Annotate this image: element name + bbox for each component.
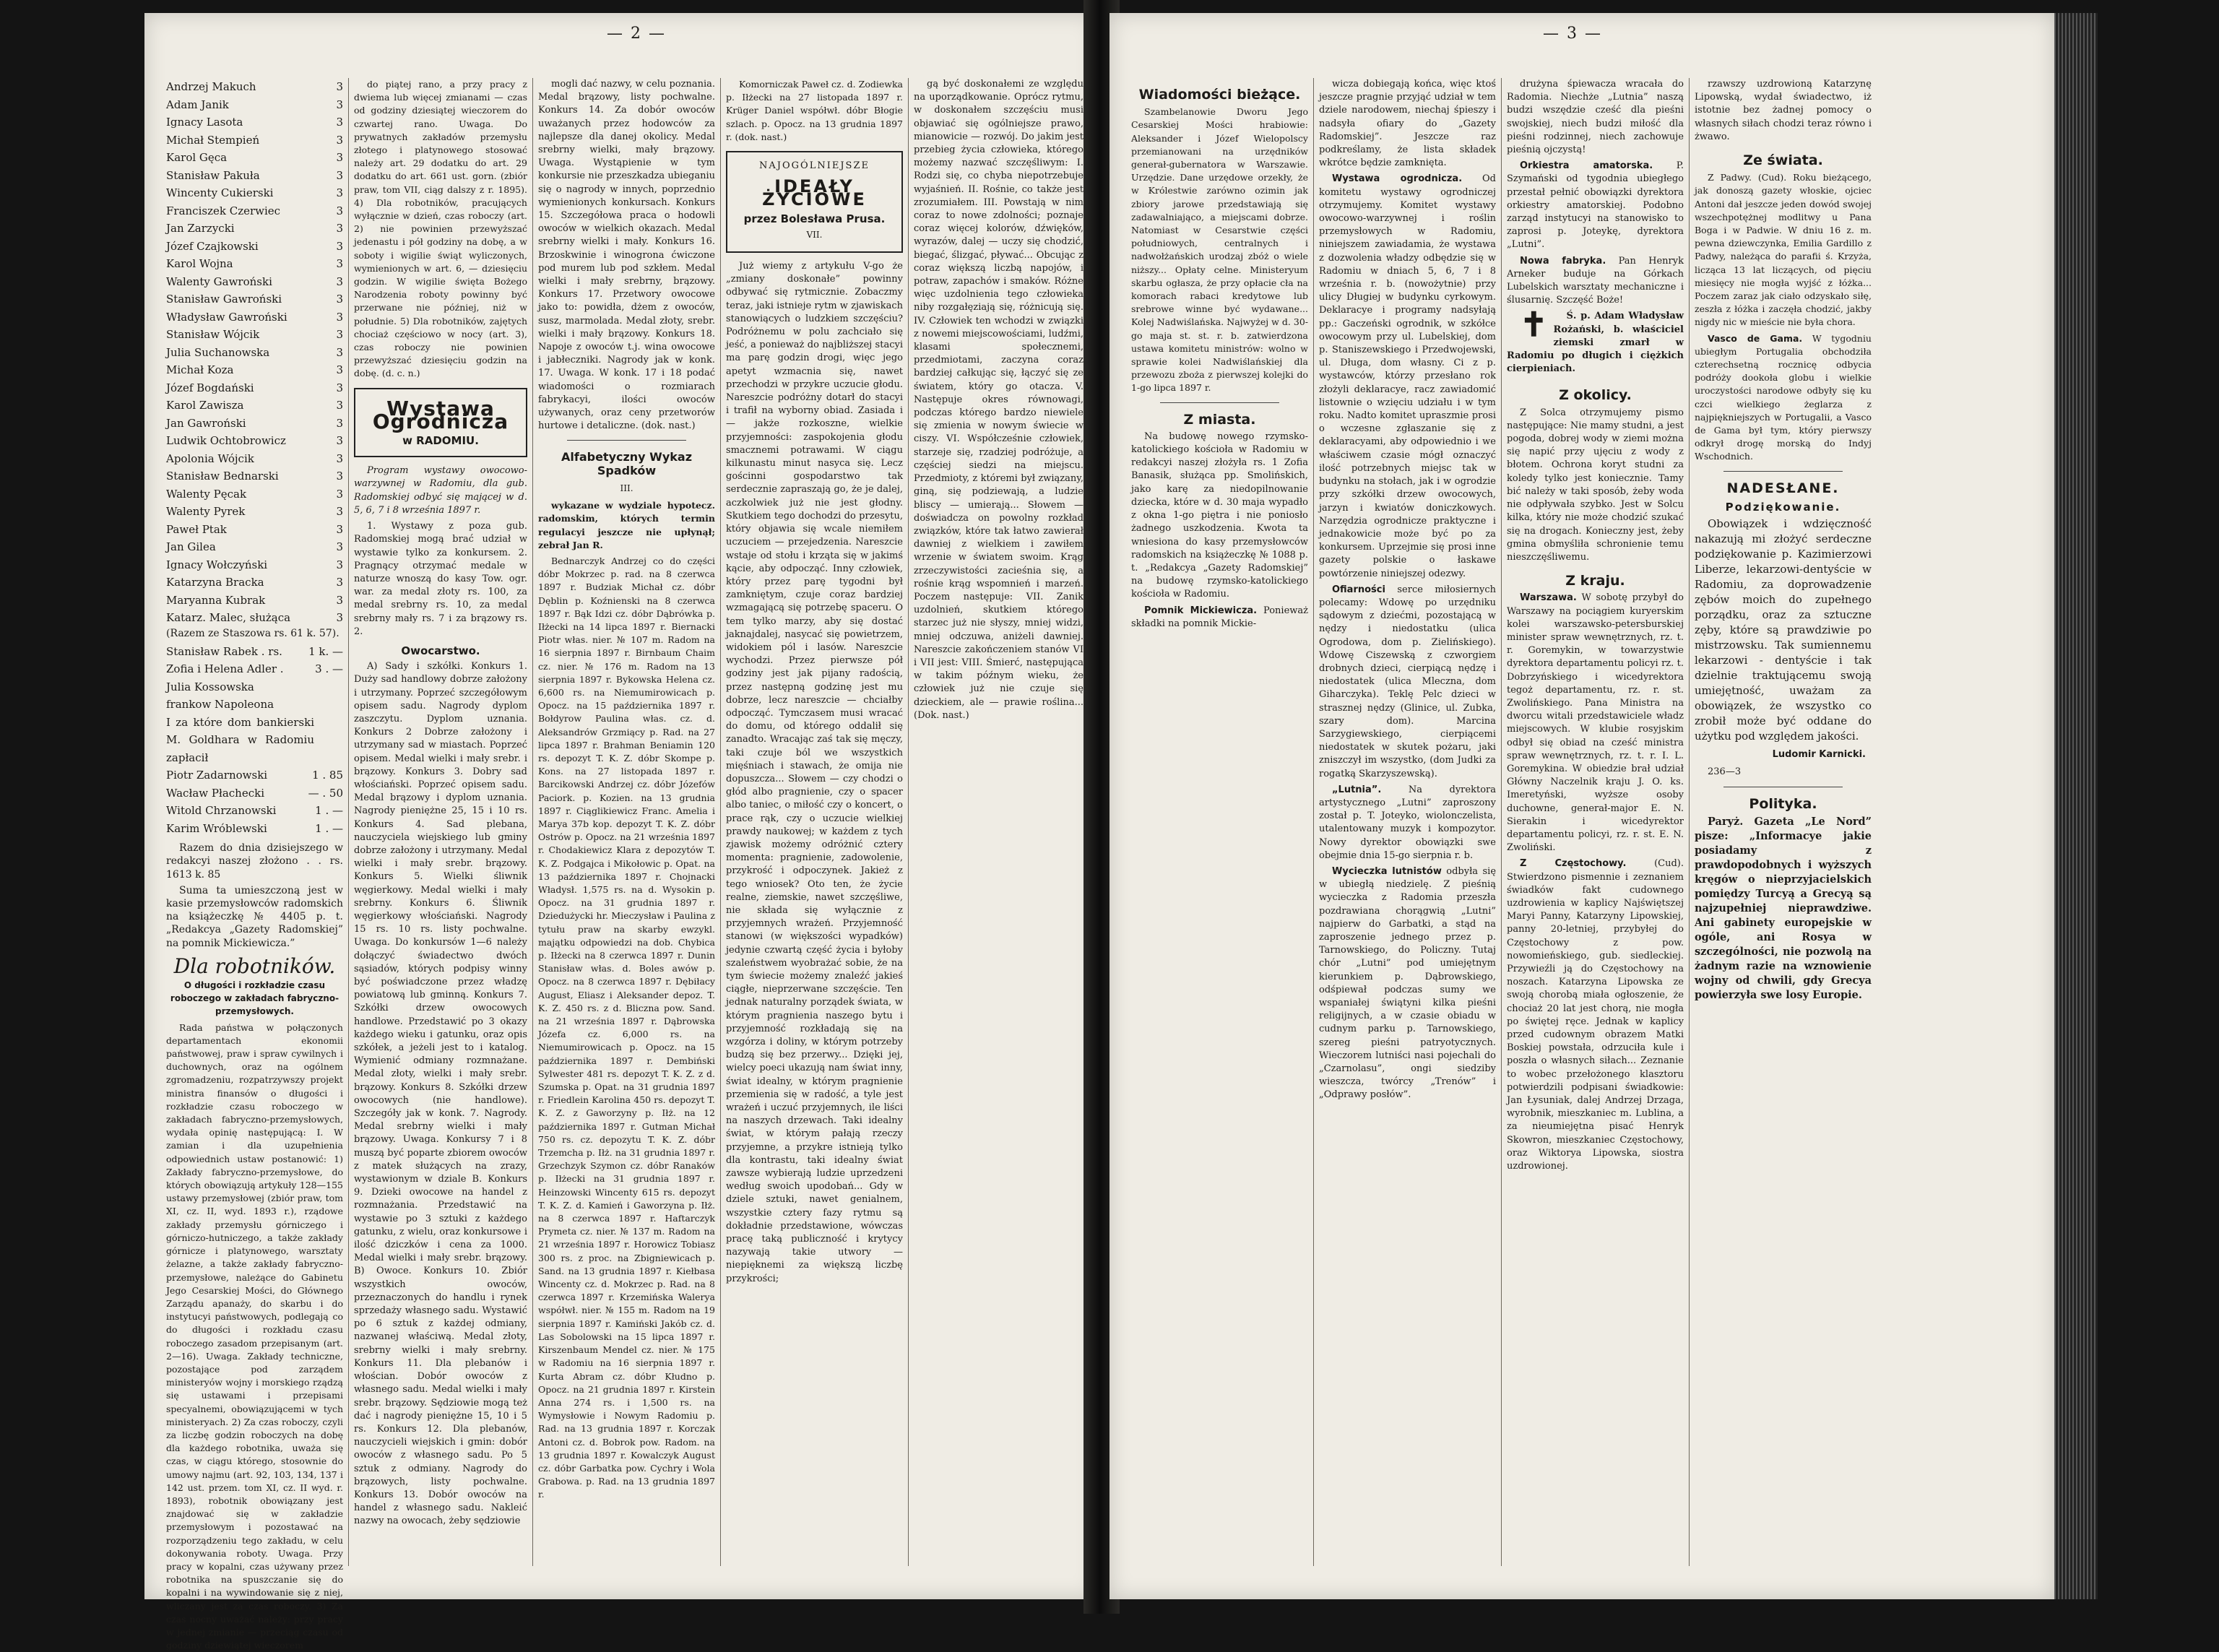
donor-name: Karim Wróblewski	[166, 821, 267, 835]
donor-name: Paweł Ptak	[166, 522, 227, 536]
donor-amount: 3	[336, 522, 343, 536]
donor-row	[166, 397, 343, 415]
donor-name: frankow Napoleona	[166, 698, 274, 712]
world-title: Ze świata.	[1743, 152, 1823, 169]
donor-row	[166, 467, 343, 485]
donor-name: Julia Kossowska	[166, 680, 254, 693]
region-text: Z Solca otrzymujemy pismo następujące: Nie mamy studni, a jest pogoda, dobrej wody w ziemi można się napić przy ujęciu z wody z błotem. Ochrona koryt studni za koledy tylko jest koniecznie. Tamy bić należy w taki sposób, żeby woda nie odpływała szybko. Jest w Solcu kilka, który nie może chodzić szukać się na drogach. Konieczny jest, żeby gmina obmyśliła schronienie temu nieszczęśliwemu.	[1507, 407, 1684, 563]
donor-row	[166, 766, 343, 784]
donor-amount: 3	[336, 593, 343, 607]
donor-name: Katarz. Malec, służąca	[166, 611, 291, 624]
city-title: Z miasta.	[1183, 411, 1256, 428]
obituary-text: Ś. p. Adam Władysław Rożański, b. właściciel ziemski zmarł w Radomiu po długich i ciężkich cierpieniach.	[1507, 311, 1684, 375]
donor-name: Witold Chrzanowski	[166, 804, 277, 818]
donor-amount: 3	[336, 274, 343, 288]
inheritance-roman: III.	[620, 483, 633, 493]
donor-name: Julia Suchanowska	[166, 345, 270, 359]
donor-name: Wacław Płachecki	[166, 786, 264, 800]
inheritance-text: Bednarczyk Andrzej co do części dóbr Mokrzec p. rad. na 8 czerwca 1897 r. Budziak Michał cz. dóbr Dęblin p. Koźnienski na 8 czerwca 1897 r. Bąk Idzi cz. dóbr Dąbrówka p. Iłżecki na 14 lipca 1897 r. Biernacki Piotr włas. nier. № 107 m. Radom na 16 sierpnia 1897 r. Birnbaum Chaim cz. nier. № 176 m. Radom na 13 sierpnia 1897 r. Bykowska Helena cz. 6,600 rs. na Niemumirowicach p. Opocz. na 15 października 1897 r. Bołdyrow Paulina włas. cz. d. Aleksandrów Grzmiący p. Rad. na 27 lipca 1897 r. Brahman Beniamin 120 rs. depozyt T. K. Z. dóbr Skompe p. Kons. na 27 listopada 1897 r. Barcikowski Andrzej cz. dóbr Józefów Paciork. p. Kozien. na 13 grudnia 1897 r. Ciąglikiewicz Franc. Amelia i Marya 37b kop. depozyt T. K. Z. dóbr Ostrów p. Opocz. na 21 września 1897 r. Chodakiewicz Klara z depozytów T. K. Z. Podgajca i Mikołowic p. Opat. na 13 października 1897 r. Chojnacki Władysł. 1,575 rs. na d. Wysokin p. Opocz. na 31 grudnia 1897 r. Dziedużycki hr. Mieczysław i Paulina z tytułu praw na skarby ewzykl. majątku odpowiedzi na dob. Chybica p. Iłżecki na 8 czerwca 1897 r. Dunin Stanisław włas. d. Boles awów p. Opocz. na 8 czerwca 1897 r. Dębiłacy August, Eliasz i Aleksander depoz. T. K. Z. 450 rs. z d. Bliczna pow. Sand. na 21 września 1897 r. Dąbrowska Józefa cz. 6,000 rs. na Niemumirowicach p. Opocz. na 15 października 1897 r. Dembiński Sylwester 481 rs. depozyt T. K. Z. z d. Szumska p. Opat. na 31 grudnia 1897 r. Friedlein Karolina 450 rs. depozyt T. K. Z. z Gaworzyny p. Iłż. na 12 października 1897 r. Gutman Michał 750 rs. cz. depozytu T. K. Z. dóbr Trzemcha p. Iłż. na 31 grudnia 1897 r. Grzechzyk Szymon cz. dóbr Ranaków p. Iłżecki na 31 grudnia 1897 r. Heinzowski Wincenty 615 rs. depozyt T. K. Z. d. Kamień i Gaworzyna p. Iłż. na 8 czerwca 1897 r. Haftarczyk Prymeta cz. nier. № 137 m. Radom na 21 września 1897 r. Horowicz Tobiasz 300 rs. z proc. na Zbigniewicach p. Sand. na 13 grudnia 1897 r. Kiełbasa Wincenty cz. d. Mokrzec p. Rad. na 8 czerwca 1897 r. Krzemińska Walerya współwł. nier. № 155 m. Radom na 19 sierpnia 1897 r. Kamiński Jakób cz. d. Las Sobolowski na 15 lipca 1897 r. Kirszenbaum Mendel cz. nier. № 175 w Radomiu na 16 sierpnia 1897 r. Kurta Abram cz. dóbr Kłudno p. Opocz. na 21 grudnia 1897 r. Kirstein Anna 274 rs. i 1,500 rs. na Wymysłowie i Nowym Radomiu p. Rad. na 13 grudnia 1897 r. Korczak Antoni cz. d. Bobrok pow. Radom. na 13 grudnia 1897 r. Kowalczyk August cz. dóbr Garbatka pow. Cychry i Wola Grabowa. p. Rad. na 13 grudnia 1897 r.	[538, 555, 715, 1500]
orchestra-title: Orkiestra amatorska.	[1520, 160, 1653, 172]
donor-row	[166, 78, 343, 96]
lutnia-title: „Lutnia”.	[1332, 784, 1382, 795]
donor-amount: 3	[336, 293, 343, 306]
donor-row	[166, 696, 343, 714]
garden-program: Program wystawy owocowo-warzywnej w Radomiu, dla gub. Radomskiej odbyć się mającej w d. 5, 6, 7 i 8 września 1897 r.	[354, 465, 527, 516]
donor-row	[166, 361, 343, 379]
left-column-1	[166, 78, 343, 1651]
divider	[1723, 471, 1843, 472]
donor-row	[166, 556, 343, 574]
donor-row	[166, 344, 343, 362]
donor-row	[166, 255, 343, 273]
right-column-1	[1131, 78, 1308, 1566]
donor-amount: 3	[336, 222, 343, 235]
donor-row	[166, 220, 343, 238]
donor-name: Władysław Gawroński	[166, 310, 287, 324]
donation-total-note: Suma ta umieszczoną jest w kasie przemysłowców radomskich na książeczkę № 4405 p. t. „Redakcya „Gazety Radomskiej” na pomnik Mickiewicza.”	[166, 884, 343, 949]
donor-name: Apolonia Wójcik	[166, 451, 254, 465]
monument-label: Pomnik Mickiewicza.	[1144, 605, 1258, 616]
monument-continued: wicza dobiegają końca, więc ktoś jeszcze pragnie przyjąć udział w tem dziele narodowem, niechaj śpieszy i nadsyła ofiary do „Gazety Radomskiej”. Jeszcze raz podkreślamy, że lista składek wkrótce będzie zamknięta.	[1319, 79, 1496, 169]
donor-row	[166, 184, 343, 202]
donor-amount: 3	[336, 540, 343, 553]
garden-exhibition-title: Wystawa Ogrodnicza	[372, 396, 509, 433]
workers-subtitle: O długości i rozkładzie czasu roboczego w zakładach fabryczno-przemysłowych.	[170, 980, 339, 1017]
donor-name: I za które dom bankierski M. Goldhara w Radomiu zapłacił	[166, 715, 314, 764]
donor-name: Ignacy Wołczyński	[166, 558, 268, 571]
exhibit-title: Wystawa ogrodnicza.	[1332, 173, 1463, 185]
victims-text: serce miłosiernych polecamy: Wdowę po urzędniku sądowym z dziećmi, pozostającą w nędzy i niedostatku (ulica Ogrodowa, dom p. Zielińskiego). Wdowę Ciszewską z czworgiem drobnych dzieci, cierpiącą nędzę i niedostatek (ulica Mleczna, dom Giharczyka). Teklę Pelc dzieci w strasznej nędzy (Glinice, ul. Zubka, szary dom). Marcina Sarzygiewskiego, cierpiącemi niedostatek w skutek pożaru, jaki zniszczył im wszystko, (dom Judki za rogatką Skarzyszewską).	[1319, 584, 1496, 779]
obituary	[1507, 305, 1684, 376]
donor-row	[166, 290, 343, 308]
donor-name: Jan Zarzycki	[166, 222, 235, 235]
factory-text: Pan Henryk Arneker buduje na Górkach Lubelskich warsztaty mechaniczne i ślusarnię. Szczęść Boże!	[1507, 255, 1684, 306]
trip-title: Wycieczka lutnistów	[1332, 865, 1442, 877]
donor-amount: 3	[336, 434, 343, 447]
donor-amount: 3	[336, 381, 343, 394]
donor-name: Katarzyna Bracka	[166, 576, 264, 589]
donor-row	[166, 415, 343, 433]
inheritance-tail: Komorniczak Paweł cz. d. Zodiewka p. Iłżecki na 27 listopada 1897 r. Krüger Daniel współwł. dóbr Błogie szlach. p. Opocz. na 13 grudnia 1897 r. (dok. nast.)	[726, 79, 903, 142]
news-title: Wiadomości bieżące.	[1138, 87, 1301, 103]
donor-amount: 3	[336, 186, 343, 199]
donor-row	[166, 131, 343, 150]
donor-row	[166, 485, 343, 503]
page-number: — 2 —	[607, 25, 666, 43]
vasco-title: Vasco de Gama.	[1708, 332, 1803, 344]
inheritance-title: Alfabetyczny Wykaz Spadków	[561, 450, 693, 477]
donor-amount: 3	[336, 399, 343, 412]
donor-amount: 3	[336, 470, 343, 483]
donor-amount: 3	[336, 487, 343, 501]
trip-text: odbyła się w ubiegłą niedzielę. Z pieśnią wycieczka z Radomia przeszła pozdrawiana chorągwią „Lutni” najpierw do Garbatki, a stąd na zaproszenie jednego przez p. Tarnowskiego, do Policzny. Tutaj chór „Lutni” pod umiejętnym kierunkiem p. Dąbrowskiego, odśpiewał podczas sumy we wspaniałej świątyni kilka pieśni religijnych, a w czasie obiadu w cudnym parku p. Tarnowskiego, szereg pieśni patryotycznych. Wieczorem lutniści nasi pojechali do „Czarnolasu”, ongi siedziby wieszcza, twórcy „Trenów” i „Odprawy posłów”.	[1319, 865, 1497, 1101]
donor-amount	[314, 696, 343, 714]
donor-name: Jan Gilea	[166, 540, 216, 553]
donor-row	[166, 802, 343, 820]
donor-row	[166, 202, 343, 220]
czestochowa-continued: rzawszy uzdrowioną Katarzynę Lipowską, wydał świadectwo, iż istotnie bez żadnej pomocy o własnych siłach chodzi teraz równo i żwawo.	[1695, 79, 1872, 142]
donor-row	[166, 113, 343, 131]
thanks-text: Obowiązek i wdzięczność nakazują mi złożyć serdeczne podziękowanie p. Kazimierzowi Liberze, lekarzowi-dentyście w Radomiu, za doprowadzenie zębów moich do zupełnego porządku, oraz za sztuczne zęby, które są prawdziwie po mistrzowsku. Tak sumiennemu lekarzowi - dentyście i tak dzielnie traktującemu swoją umiejętność, uważam za obowiązek, że wszystko co zrobił może być oddane do użytku pod względem jakości.	[1695, 517, 1872, 743]
donor-row	[166, 450, 343, 468]
left-column-4	[726, 78, 903, 1566]
donor-name: Ignacy Lasota	[166, 116, 243, 129]
donor-row	[166, 149, 343, 167]
world-text: Z Padwy. (Cud). Roku bieżącego, jak donoszą gazety włoskie, ojciec Antoni dał jeszcze jeden dowód swojej wszechpotężnej modlitwy u Pana Boga i w Padwie. W dniu 16 z. m. pewna dziewczynka, Emilia Gardillo z Padwy, należąca do parafii ś. Krzyża, licząca 13 lat liczących, od pięciu miesięcy nie mogła wyjść z łóżka... Poczem zaraz jak ciało odzyskało siłę, zeszła z łóżka i zaczęła chodzić, jakby nigdy nic w mieście nie była chora.	[1695, 172, 1872, 328]
donor-row	[166, 503, 343, 521]
orchestra-text: P. Szymański od tygodnia ubiegłego przestał pełnić obowiązki dyrektora orkiestry amatorskiej. Podobno zarząd instytucyi na stanowisko to zaprosi p. Joteykę, dyrektora „Lutni”.	[1507, 160, 1684, 251]
donor-amount: 3	[336, 80, 343, 93]
donor-name: Stanisław Rabek . rs.	[166, 644, 282, 658]
donor-amount: 1 k. —	[308, 644, 343, 658]
donor-name: Wincenty Cukierski	[166, 186, 274, 199]
donor-amount: 3	[336, 98, 343, 111]
donor-amount: 3	[336, 345, 343, 359]
donor-amount: 3	[336, 363, 343, 376]
donor-name: Walenty Pyrek	[166, 505, 246, 518]
donor-note: (Razem ze Staszowa rs. 61 k. 57).	[166, 627, 339, 639]
divider	[1160, 402, 1279, 403]
left-column-5	[914, 78, 1083, 1566]
donor-row	[166, 784, 343, 803]
workers-continued: do piątej rano, a przy pracy z dwiema lub więcej zmianami — czas od godziny dziesiątej wieczorem do czwartej rano. Uwaga. Do prywatnych zakładów przemysłu złotego i platynowego stosować należy art. 29 dodatku do art. 29 dodatku do art. 661 ust. gorn. (zbiór praw, tom VII, ciąg dalszy z r. 1895). 4) Dla robotników, pracujących wyłącznie w dzień, czas roboczy (art. 2) nie powinien przewyższać jedenastu i pół godziny na dobę, a w soboty i wigilie świąt wyliczonych, wymienionych w art. 6, — dziesięciu godzin. W wigilie święta Bożego Narodzenia roboty powinny być przerwane nie później, niż w południe. 5) Dla robotników, zajętych chociaż częściowo w nocy (art. 3), czas roboczy nie powinien przewyższać dziesięciu godzin na dobę. (d. c. n.)	[354, 79, 527, 379]
donor-row	[166, 660, 343, 678]
thanks-title: Podziękowanie.	[1725, 500, 1841, 514]
left-column-3	[538, 78, 715, 1566]
donor-amount: 3	[336, 168, 343, 182]
page-number: — 3 —	[1543, 25, 1602, 43]
donor-row	[166, 432, 343, 450]
exhibit-text: Od komitetu wystawy ogrodniczej otrzymujemy. Komitet wystawy owocowo-warzywnej i roślin przemysłowych w Radomiu, niniejszem zawiadamia, że wystawa z dozwolenia władzy odbędzie się w Radomiu w dniach 5, 6, 7 i 8 września r. b. (nowożytnie) przy ulicy Długiej w budynku cyrkowym. Deklaracye i programy nadsyłają pp.: Gaczeński ogrodnik, w szkółce owocowym przy ul. Lubelskiej, dom p. Staniszewskiego i Przedwojewski, ul. Długa, dom własny. Ci z p. wystawców, którzy przesłano rok złożyli deklaracye, racz zawiadomić listownie o wzięciu udziału i w tym roku. Nadto komitet upraszmie prosi o wczesne zgłaszanie się z deklaracyami, aby odpowiednio i we właściwem czasie mógł oznaczyć ilość potrzebnych miejsc tak w budynku na stołach, jak i w ogrodzie przy szkółki drzew owocowych, jarzyn i kwiatów doniczkowych. Narzędzia ogrodnicze praktyczne i jednakowicie może być po za konkursem. Uprzejmie się prosi inne gazety polskie o łaskawe powtórzenie niniejszej odezwy.	[1319, 173, 1496, 579]
right-page	[1110, 13, 2054, 1599]
donor-name: Andrzej Makuch	[166, 80, 256, 93]
politics-text: Paryż. Gazeta „Le Nord” pisze: „Informacye jakie posiadamy z prawdopodobnych i wyższych kręgów o nieprzyjacielskich pomiędzy Turcyą a Grecyą są najzupełniej nieprawdziwe. Ani gabinety europejskie w ogóle, ani Rosya w szczególności, nie pozwolą na żadnym razie na wznowienie wojny od chwili, gdy Grecya powierzyła swe losy Europie.	[1695, 815, 1872, 1001]
thanks-signature: Ludomir Karnicki.	[1772, 749, 1866, 761]
donor-row	[166, 678, 343, 696]
donor-name: Józef Bogdański	[166, 381, 254, 394]
donor-name: Jan Gawroński	[166, 416, 246, 430]
orchard-text: A) Sady i szkółki. Konkurs 1. Duży sad handlowy dobrze założony i utrzymany. Poprzeć szczegółowym opisem sadu. Nagrody dyplom zaszczytu. Dyplom uznania. Konkurs 2 Dobrze założony i utrzymany sad w miastach. Poprzeć opisem. Medal wielki i mały srebr. i brązowy. Konkurs 3. Dobry sad włościański. Poprzeć opisem sadu. Medal brązowy i dyplom uznania. Nagrody pieniężne 25, 15 i 10 rs. Konkurs 4. Sad plebana, nauczyciela wiejskiego lub gminy dobrze założony i utrzymany. Medal wielki i mały srebr. brązowy. Konkurs 5. Wielki śliwnik węgierkowy. Medal wielki i mały srebrny. Konkurs 6. Śliwnik węgierkowy włościański. Nagrody 15 rs. 10 rs. listy pochwalne. Uwaga. Do konkursów 1—6 należy dołączyć świadectwo dwóch sąsiadów, których podpisy winny być poświadczone przez władzę powiatową lub gminną. Konkurs 7. Szkółki drzew owocowych handlowe. Przedstawić po 3 okazy każdego wieku i gatunku, oraz opis szkółek, a jeżeli jest to i katalog. Wymienić odmiany rozmnażane. Medal złoty, wielki i mały srebr. brązowy. Konkurs 8. Szkółki drzew owocowych (nie handlowe). Szczegóły jak w konk. 7. Nagrody. Medal srebrny wielki i mały brązowy. Uwaga. Konkursy 7 i 8 muszą być poparte zbiorem owoców z matek służących na zrazy, wystawionym w dziale B. Konkurs 9. Dzieki owocowe na handel z rozmnażania. Przedstawić na wystawie po 3 sztuki z każdego gatunku, z wielu, oraz konkursowe i ilość dziczków i cena za 1000. Medal wielki i mały srebr. brązowy. B) Owoce. Konkurs 10. Zbiór wszystkich owoców, przeznaczonych do handlu i rynek sprzedaży własnego sadu. Wystawić po 6 sztuk z każdej odmiany, nazwanej właściwą. Medal złoty, srebrny wielki i mały srebrny. Konkurs 11. Dla plebanów i włościan. Dobór owoców z własnego sadu. Medal wielki i mały srebr. brązowy. Sędziowie mogą też dać i nagrody pieniężne 15, 10 i 5 rs. Konkurs 12. Dla plebanów, nauczycieli wiejskich i gmin: dobór owoców z własnego sadu. Po 5 sztuk z odmiany. Nagrody do brązowych, listy pochwalne. Konkurs 13. Dobór owoców na handel z własnego sadu. Nakleić nazwy na owocach, żeby sędziowie	[354, 661, 527, 1527]
factory-title: Nowa fabryka.	[1520, 255, 1606, 267]
garden-text: 1. Wystawy z poza gub. Radomskiej mogą brać udział w wystawie tylko za konkursem. 2. Pragnący otrzymać medale w naturze wnoszą do kasy Tow. ogr. war. za medal złoty rs. 100, za medal srebrny rs. 10, za medal srebrny mały rs. 7 i za brązowy rs. 2.	[354, 521, 527, 637]
donor-row	[166, 592, 343, 610]
donor-amount	[314, 678, 343, 696]
donor-amount: 3	[336, 328, 343, 341]
cross-icon: ✝	[1520, 305, 1548, 345]
inheritance-subtitle: wykazane w wydziale hypotecz. radomskim, których termin regulacyi jeszcze nie upłynął; zebrał Jan R.	[538, 500, 715, 550]
donor-row	[166, 714, 343, 767]
garden-exhibition-box	[354, 388, 527, 458]
workers-section-title: Dla robotników.	[173, 953, 336, 978]
donor-amount: 3	[336, 310, 343, 324]
donor-amount: 3	[336, 257, 343, 270]
donor-row	[166, 273, 343, 291]
city-text: Na budowę nowego rzymsko-katolickiego kościoła w Radomiu w redakcyi naszej złożyła rs. 1 Zofia Banasik, służąca pp. Smolińskich, jako karę za niedopilnowanie dziecka, które w d. 30 maja wypadło z okna 1-go piętra i nie poniosło żadnego uszkodzenia. Kwota ta wniesiona do kasy przemysłowców radomskich na książeczkę № 1088 p. t. „Redakcya „Gazety Radomskiej” na budowę rzymsko-katolickiego kościoła w Radomiu.	[1131, 431, 1308, 600]
donor-row	[166, 308, 343, 326]
ideals-title: IDEAŁY ŻYCIOWE	[762, 176, 867, 210]
ideals-author: przez Bolesława Prusa.	[743, 212, 886, 225]
politics-title: Polityka.	[1749, 795, 1817, 812]
donor-amount: 3	[336, 239, 343, 253]
donor-name: Franciszek Czerwiec	[166, 204, 281, 217]
donor-name: Walenty Pęcak	[166, 487, 247, 501]
donor-name: Stanisław Wójcik	[166, 328, 260, 341]
country-text: W sobotę przybył do Warszawy na pociągiem kuryerskim kolei warszawsko-petersburskiej minister spraw wewnętrznych, rz. t. r. Goremykin, w towarzystwie dyrektora departamentu policyi rz. t. Dobrzyńskiego i wicedyrektora tegoż departamentu, rz. r. st. Zwolińskiego. Pana Ministra na dworcu witali przedstawiciele władz miejscowych. W klubie rosyjskim odbył się obiad na cześć ministra spraw wewnętrznych, rz. t. r. I. L. Goremykina. W obiedzie brał udział Główny Naczelnik kraju J. O. ks. Imeretyński, wyższe osoby duchowne, generał-major E. N. Sierakin i wicedyrektor departamentu policyi, rz. r. st. E. N. Zwoliński.	[1507, 592, 1684, 854]
donor-name: Michał Koza	[166, 363, 234, 376]
right-column-3	[1507, 78, 1684, 1566]
donor-amount: 1 . —	[315, 804, 343, 818]
donor-list	[166, 78, 343, 627]
sent-title: NADESŁANE.	[1726, 480, 1840, 496]
left-column-2	[354, 78, 527, 1566]
donor-amount: 3	[336, 558, 343, 571]
donor-name: Stanisław Pakuła	[166, 168, 260, 182]
donation-total: Razem do dnia dzisiejszego w redakcyi naszej złożono . . rs. 1613 k. 85	[166, 842, 343, 881]
right-column-4	[1695, 78, 1872, 1566]
region-title: Z okolicy.	[1559, 387, 1632, 404]
donor-name: Ludwik Ochtobrowicz	[166, 434, 286, 447]
ideals-kicker: NAJOGÓLNIEJSZE	[759, 160, 870, 172]
donor-name: Piotr Zadarnowski	[166, 769, 268, 782]
donor-row	[166, 538, 343, 556]
donor-row	[166, 167, 343, 185]
donor-row	[166, 238, 343, 256]
vasco-text: W tygodniu ubiegłym Portugalia obchodziła czterechsetną rocznicę odbycia podróży dookoła globu i wielkie uroczystości narodowe odbyły się ku czci wielkiego żeglarza z najpiękniejszych w Portugalii, a Vasco de Gama był tym, który pierwszy odkrył drogę morską do Indyj Wschodnich.	[1695, 332, 1872, 462]
ideals-text-continued: gą być doskonałemi ze względu na uporządkowanie. Oprócz rytmu, w doskonałem szczęściu musi objawiać się ogólniejsze prawo, mianowicie — rozwój. Do jakim jest przebieg życia człowieka, którego możemy nazwać szczęśliwym: I. Rodzi się, co chyba niepotrzebuje wyjaśnień. II. Rośnie, co także jest zrozumiałem. III. Powstają w nim coraz to nowe zdolności; poznaje coraz więcej kolorów, dźwięków, wyrazów, dalej — uczy się chodzić, biegać, ślizgać, pływać... Obcując z coraz większą liczbą napojów, i potraw, zapachów i smaków. Różne więc uzdolnienia tego człowieka niby rozgałęziają się, różnicują się. IV. Człowiek ten wchodzi w związki z nowemi miejscowościami, ludźmi, klasami społecznemi, przedmiotami, zaczyna coraz bardziej całkując się, łączyć się ze światem, który go otacza. V. Następuje okres równowagi, podczas którego bardzo niewiele się zmienia w nowym świecie w ciszy. VI. Współcześnie człowiek, starzeje się, rzadziej podróżuje, a częściej siedzi na miejscu. Przedmioty, z któremi był związany, giną, się podziewają, a ludzie bliscy — umierają... Słowem — doświadcza on powolny rozkład związków, które tak łatwo zawierał dawniej z wielkiem i zawiłem wrzenie w światem swoim. Krąg zrzeczywistości zacieśnia się, a rośnie krąg wspomnień i marzeń. Poczem następuje: VII. Zanik uzdolnień, skutkiem którego starzec już nie słyszy, mniej widzi, mniej odczuwa, aniżeli dawniej. Nareszcie zakończeniem stanów VI i VII jest: VIII. Śmierć, następująca w takim późnym wieku, że człowiek już nie czuje się dzieckiem, ale — prawie roślina... (Dok. nast.)	[914, 79, 1083, 721]
donor-row	[166, 820, 343, 838]
right-column-2	[1319, 78, 1496, 1566]
donor-amount: 3	[336, 576, 343, 589]
donor-row	[166, 609, 343, 627]
lutnia-text: Na dyrektora artystycznego „Lutni” zaproszony został p. T. Joteyko, wiolonczelista, utalentowany muzyk i kompozytor. Nowy dyrektor obowiązki swe obejmie dnia 15-go sierpnia r. b.	[1319, 784, 1496, 861]
left-page	[144, 13, 1096, 1651]
donor-amount: 1 . 85	[312, 769, 343, 782]
donor-row	[166, 326, 343, 344]
donor-amount	[314, 714, 343, 767]
news-text: Szambelanowie Dworu Jego Cesarskiej Mości hrabiowie: Aleksander i Józef Wielopolscy przemianowani na urzędników generał-gubernatora w Warszawie. Urzędzie. Dane urzędowe orzekły, że w Królestwie zarówno ozimin jak zbiory jarowe przedstawiają się zadawalniająco, a miejscami dobrze. Natomiast w Cesarstwie części południowych, centralnych i nadwołżańskich urodzaj zbóż o wiele niższy... Opłaty celne. Ministeryum skarbu ogłasza, że przy opłacie cła na komorach rabaci kredytowe lub srebrowe winne być wydawane... Kolej Nadwiślańska. Najwyżej w d. 30-go maja st. st. r. b. zatwierdzona ustawa komitetu ministrów: wolno w sprawie kolei Nadwiślańskiej dla przewozu zboża z pierwszej kolejki do 1-go lipca 1897 r.	[1131, 106, 1308, 394]
orchard-continued: mogli dać nazwy, w celu poznania. Medal brązowy, listy pochwalne. Konkurs 14. Za dobór owoców uważanych przez hodowców za najlepsze dla danej okolicy. Medal srebrny wielki, mały brązowy. Uwaga. Wystąpienie w tym konkursie nie przeszkadza ubieganiu się o nagrody w innych, poprzednio wymienionych konkursach. Konkurs 15. Szczegółowa praca o hodowli owoców w wielkich okazach. Medal srebrny wielki i mały. Konkurs 16. Brzoskwinie i winogrona ćwiczone pod murem lub pod szkłem. Medal wielki i mały srebrny, brązowy. Konkurs 17. Przetwory owocowe jako to: powidła, dżem z owoców, susz, marmolada. Medal złoty, srebr. wielki i mały brązowy. Konkurs 18. Napoje z owoców t.j. wina owocowe i jabłeczniki. Nagrody jak w konk. 17. Uwaga. W konk. 17 i 18 podać wiadomości o rozmiarach fabrykacyi, ilości owoców używanych, oraz ceny przetworów hurtowe i detaliczne. (dok. nast.)	[538, 79, 715, 432]
ideals-roman: VII.	[806, 229, 823, 240]
thanks-number: 236—3	[1708, 766, 1742, 778]
czestochowa-title: Z Częstochowy.	[1520, 858, 1627, 870]
donor-list-2	[166, 643, 343, 838]
donor-name: Karol Zawisza	[166, 399, 244, 412]
donor-row	[166, 643, 343, 661]
country-title: Z kraju.	[1565, 573, 1625, 589]
donor-amount: 1 . —	[315, 821, 343, 835]
donor-name: Walenty Gawroński	[166, 274, 272, 288]
garden-exhibition-city: w RADOMIU.	[402, 434, 479, 448]
donor-amount: 3	[336, 416, 343, 430]
donor-name: Stanisław Gawroński	[166, 293, 282, 306]
donor-amount: — . 50	[308, 786, 343, 800]
orchard-title: Owocarstwo.	[401, 644, 480, 657]
donor-name: Karol Wojna	[166, 257, 233, 270]
divider	[567, 440, 686, 441]
donor-row	[166, 574, 343, 592]
monument-text: Ponieważ składki na pomnik Mickie-	[1131, 605, 1308, 629]
ideals-box	[726, 151, 903, 253]
czestochowa-text: (Cud). Stwierdzono pismennie i zeznaniem świadków fakt cudownego uzdrowienia w kaplicy Najświętszej Maryi Panny, Katarzyny Lipowskiej, panny 20-letniej, przybyłej do Częstochowy z pow. nowomieńskiego, gub. siedleckiej. Przywieźli ją do Częstochowy na noszach. Katarzyna Lipowska ze swoją chorobą miała ogłoszenie, że chociaż 20 lat jest chorą, nie mogła po świętej ręce. Jednak w kaplicy przed cudownym obrazem Matki Boskiej powstała, odrzuciła kule i poszła o własnych siłach... Zeznanie to wobec przełożonego klasztoru potwierdzili podpisani świadkowie: Jan Łysuniak, dalej Andrzej Drzaga, wyrobnik, mieszkaniec m. Lublina, a za nieumiejętna pisać Henryk Skowron, mieszkaniec Częstochowy, oraz Wiktorya Lipowska, siostra uzdrowionej.	[1507, 858, 1684, 1172]
donor-amount: 3	[336, 611, 343, 624]
donor-name: Stanisław Bednarski	[166, 470, 279, 483]
donor-amount: 3	[336, 505, 343, 518]
donor-name: Michał Stempień	[166, 133, 260, 147]
donor-name: Maryanna Kubrak	[166, 593, 266, 607]
donor-row	[166, 521, 343, 539]
donor-name: Zofia i Helena Adler .	[166, 662, 284, 676]
donor-row	[166, 96, 343, 114]
donor-name: Adam Janik	[166, 98, 229, 111]
donor-row	[166, 379, 343, 397]
ideals-text: Już wiemy z artykułu V-go że „zmiany doskonałe” powinny odbywać się rytmicznie. Zobaczmy teraz, jaki istnieje rytm w zjawiskach stanowiących o ludzkiem szczęściu? Podróżnemu w polu zachciało się jeść, a ponieważ do najbliższej stacyi ma parę godzin drogi, więc jego apetyt wzmacnia się, nawet przechodzi w przykre uczucie głodu. Nareszcie podróżny dotarł do stacyi i trafił na wyborny obiad. Zasiada i — jakże rozkoszne, wielkie przyjemności: zaspokojenia głodu smacznemi potrawami. W ciągu kilkunastu minut nasyca się. Lecz gościnni gospodarstwo tak serdecznie zapraszają go, że je dalej, aczkolwiek już nie jest głodny. Skutkiem tego dochodzi do przesytu, który objawia się wcale niemiłem uczuciem — przejedzenia. Nareszcie wstaje od stołu i krząta się w jakimś kącie, aby odpocząć. Inny człowiek, który przez parę tygodni był zamkniętym, czuje coraz bardziej wzmagającą się potrzebę spaceru. O tem tylko marzy, aby się dostać jaknajdalej, nasycać się powietrzem, widokiem pól i lasów. Nareszcie wychodzi. Przez pierwsze pół godziny jest jak pijany radością, przez następną godzinę jest mu dobrze, lecz nareszcie — chciałby odpocząć. Tymczasem musi wracać do domu, od którego oddalił się zanadto. Wracając zaś tak się męczy, taki czuje ból we wszystkich mięśniach i stawach, że omija nie dopuszcza... Słowem — czy chodzi o głód albo pragnienie, czy o spacer albo taniec, o miłość czy o koncert, o prace rąk, czy o uczucie wielkiej prawdy naukowej; w każdem z tych zjawisk możemy odróżnić cztery momenta: pragnienie, zadowolenie, przykrość i odpoczynek. Jakież z tego wniosek? Oto ten, że życie realne, ziemskie, nawet szczęśliwe, nie składa się wyłącznie z przyjemnych wrażeń. Przyjemność stanowi (w większości wypadków) jedynie czwartą część życia i byłoby szaleństwem wyobrażać sobie, że na tym świecie możemy znaleźć jakieś ciągłe, nieprzerwane szczęście. Ten jednak naturalny porządek świata, w którym pragnienia naszego bytu i przyjemność rozkładają się na wzgórza i doliny, w którym potrzeby budzą się bez przerwy... Dzięki jej, wielcy poeci ukazują nam świat inny, świat idealny, w którym pragnienie przemienia się w radość, a tyle jest wrażeń i uczuć przyjemnych, ile liści na naszych drzewach. Taki idealny świat, w którym pałają rzeczy przyjemne, a przykre istnieją tylko dla kontrastu, taki idealny świat zawsze wybierają ludzie uprzedzeni według swoich upodobań... Gdy w dziele sztuki, nawet genialnem, wszystkie cztery fazy rytmu są dokładnie przedstawione, wówczas pracę taką publiczność i krytycy nazywają takie utwory — niepięknemi za większą liczbę przykrości;	[726, 261, 903, 1284]
warsaw-title: Warszawa.	[1520, 592, 1577, 604]
donor-amount: 3 . —	[315, 662, 343, 676]
donor-name: Józef Czajkowski	[166, 239, 259, 253]
workers-text: Rada państwa w połączonych departamentach ekonomii państwowej, praw i spraw cywilnych i duchownych, oraz na ogólnem zgromadzeniu, rozpatrzywszy projekt ministra finansów o długości i rozkładzie czasu roboczego w zakładach fabryczno-przemysłowych, wydała opinię następującą: I. W zamian i dla uzupełnienia odpowiednich ustaw postanowić: 1) Zakłady fabryczno-przemysłowe, do których obowiązują artykuły 128—155 ustawy przemysłowej (zbiór praw, tom XI, cz. II, wyd. 1893 r.), rządowe zakłady przemysłu górniczego i górniczo-hutniczego, a także zakłady górnicze i platynowego, warsztaty żelazne, a także zakłady fabryczno-przemysłowe, należące do Gabinetu Jego Cesarskiej Mości, do Głównego Zarządu apanaży, do skarbu i do instytucyi państwowych, podlegają co do długości i rozkładu czasu roboczego zasadom przepisanym (art. 2—16). Uwaga. Zakłady techniczne, pozostające pod zarządem ministeryów wojny i morskiego rządzą się ustawami i przepisami specyalnemi, obowiązującemi w tych ministeryach. 2) Za czas roboczy, czyli za liczbę godzin roboczych na dobę dla każdego robotnika, uważa się czas, w ciągu którego, stosownie do umowy najmu (art. 92, 103, 134, 137 i 142 ust. przem. tom XI, cz. II wyd. r. 1893), robotnik obowiązany jest znajdować się w zakładzie przemysłowym i pozostawać na rozporządzeniu tego zakładu, w celu dokonywania roboty. Uwaga. Przy pracy w kopalni, czas używany przez robotnika na spuszczanie się do kopalni i na wywindowanie się z niej, wliczany jest za czas roboczy. 3) Za czas nocny uważać należy: przy pracy w jednej zmianie — przeciąg czasu od godziny dziewiątej wieczorem	[166, 1021, 343, 1651]
donor-amount: 3	[336, 133, 343, 147]
donor-amount: 3	[336, 204, 343, 217]
donor-amount: 3	[336, 116, 343, 129]
donor-name: Karol Gęca	[166, 151, 228, 164]
trip-continued: drużyna śpiewacza wracała do Radomia. Niechże „Lutnia” naszą budzi wszędzie cześć dla pieśni swojskiej, niech budzi miłość dla pieśni rodzinnej, niech zachowuje pieśnią ojczystą!	[1507, 79, 1684, 156]
page-edges	[2054, 13, 2098, 1599]
victims-title: Ofiarności	[1332, 584, 1385, 595]
donor-amount: 3	[336, 451, 343, 465]
donor-amount: 3	[336, 151, 343, 164]
